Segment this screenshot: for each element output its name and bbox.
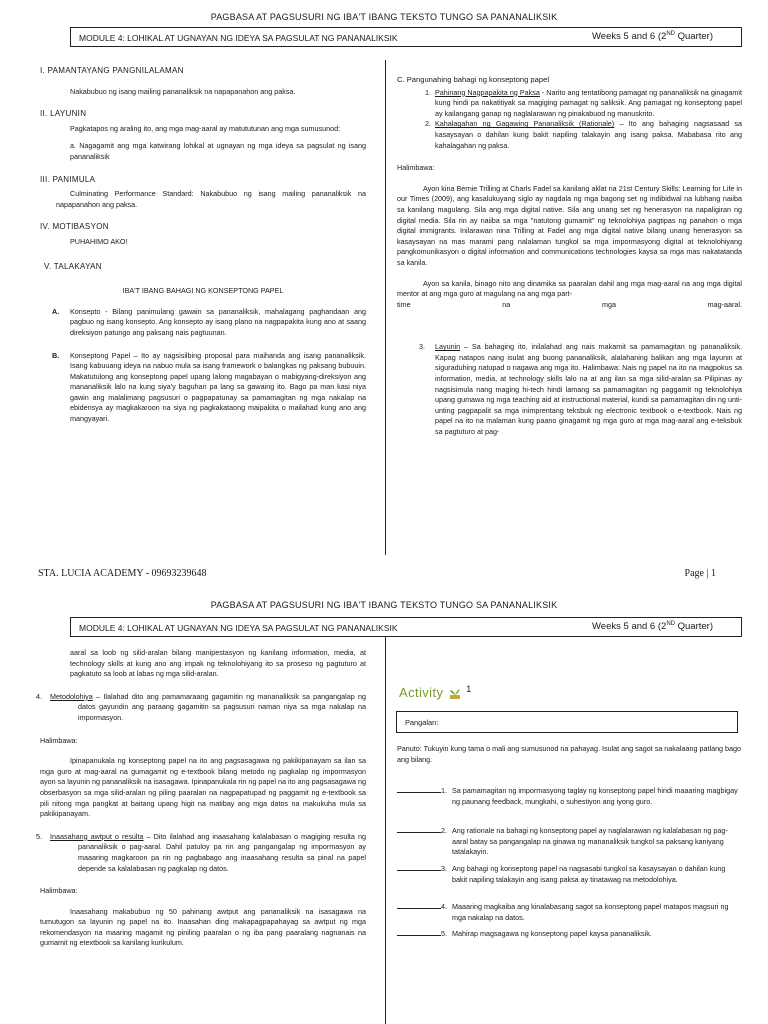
footer-school: STA. LUCIA ACADEMY - 09693239648 (38, 568, 207, 579)
question-2: 2. Ang rationale na bahagi ng konseptong papel ay naglalarawan ng kalalabasan ng pag-aaral batay sa pangangalap na ginawa ng mananaliksik tungkol sa paksang kaniyang tatalakayin. (397, 826, 742, 860)
answer-blank[interactable] (397, 864, 441, 871)
subheading: IBA'T IBANG BAHAGI NG KONSEPTONG PAPEL (122, 286, 284, 296)
label: Halimbawa: (40, 886, 78, 896)
module-header-box (70, 617, 742, 637)
list-item: A. Konsepto - Bilang panimulang gawain sa pananaliksik, mahalagang paghandaan ang pagbuo ng isang konsepto. Ang konsepto ay isang plano na nagpapakita kung ano at saang direksiyon patungo ang paksang nais pagtuunan. (52, 306, 366, 337)
module-title: MODULE 4: LOHIKAL AT UGNAYAN NG IDEYA SA PAGSULAT NG PANANALIKSIK (79, 33, 398, 43)
example-paragraph: Inaasahang makabubuo ng 50 pahinang awtput ang pananaliksik na isasagawa na tumutugon sa layunin ng papel na ito. Inaasahan ding makapagpapahayag sa awtput ng mga rekomendasyon na maaring magamit ng piniling paaralan o ng iba pang paaralang nagnanais na gumamit ng etextbook sa kanilang kurikulum. (40, 906, 366, 948)
column-divider (385, 60, 386, 555)
paragraph: Nakabubuo ng isang mailing pananaliksik na napapanahon ang paksa. (70, 86, 296, 96)
plant-icon (448, 687, 462, 699)
paragraph: PUHAHIMO AKO! (70, 236, 128, 246)
name-field[interactable] (396, 711, 738, 733)
section-heading: I. PAMANTAYANG PANGNILALAMAN (40, 66, 184, 75)
name-label: Pangalan: (405, 718, 439, 727)
answer-blank[interactable] (397, 786, 441, 793)
answer-blank[interactable] (397, 929, 441, 936)
document-title: PAGBASA AT PAGSUSURI NG IBA'T IBANG TEKSTO TUNGO SA PANANALIKSIK (210, 12, 558, 22)
question-4: 4. Maaaring magkaiba ang kinalabasang sagot sa konseptong papel matapos magsuri ng mga nakalap na datos. (397, 902, 742, 926)
activity-heading (399, 684, 471, 702)
paragraph: Pagkatapos ng araling ito, ang mga mag-aaral ay matututunan ang mga sumusunod: (70, 123, 341, 133)
section-heading: V. TALAKAYAN (44, 261, 102, 271)
activity-number: 1 (466, 684, 472, 694)
section-heading: II. LAYUNIN (40, 109, 87, 119)
question-5: 5. Mahirap magsagawa ng konseptong papel kaysa pananaliksik. (397, 929, 742, 943)
list-item: 5. Inaasahang awtput o resulta – Dito ilalahad ang inaasahang kalalabasan o magiging resulta ng pananaliksik o pag-aaral. Dahil patuloy pa rin ang pangangalap ng impormasyon ay maaaring magkaroon pa rin ng pagbabago ang inaasahang resulta sa pinal na papel depende sa kalalabasan ng pagkalap ng datos. (36, 831, 366, 873)
answer-blank[interactable] (397, 902, 441, 909)
section-heading: IV. MOTIBASYON (40, 222, 109, 232)
module-title: MODULE 4: LOHIKAL AT UGNAYAN NG IDEYA SA PAGSULAT NG PANANALIKSIK (79, 623, 398, 633)
weeks-label: Weeks 5 and 6 (2ND Quarter) (592, 31, 713, 43)
left-column (40, 66, 366, 425)
list-item: 2. Kahalagahan ng Gagawing Pananaliksik (Rationale) – Ito ang bahaging nagsasaad sa kasaysayan o dahilan kung bakit napiling talakayin ang isang paksa. Mababasa rito ang kahalagahan ng paksa. (425, 119, 742, 150)
document-title: PAGBASA AT PAGSUSURI NG IBA'T IBANG TEKSTO TUNGO SA PANANALIKSIK (210, 600, 558, 610)
module-header-box (70, 27, 742, 47)
footer-page-number: Page | 1 (684, 568, 716, 579)
left-column (36, 648, 366, 949)
answer-blank[interactable] (397, 826, 441, 833)
question-3: 3. Ang bahagi ng konseptong papel na nagsasabi tungkol sa kasaysayan o dahilan kung bakit napiling talakayin ang isang paksa ay tinatawag na metodolohiya. (397, 864, 742, 898)
list-item: 4. Metodolohiya – Ilalahad dito ang pamamaraang gagamitin ng mananaliksik sa pangangalap ng datos gayundin ang paraang gagamitin sa pagsusuri naman niya sa mga nakalap na impormasyon. (36, 691, 366, 722)
activity-label: Activity (399, 685, 444, 700)
list-item: a. Nagagamit ang mga katwirang lohikal at ugnayan ng mga ideya sa pagsulat ng isang pananaliksik (70, 141, 366, 161)
section-heading: III. PANIMULA (40, 174, 96, 184)
example-paragraph: Ayon kina Bernie Trilling at Charls Fadel sa kanilang aklat na 21st Century Skills: Learning for Life in our Times (2009), ang kasalukuyang siglo ay nagdala ng mga bagong set ng indibidwal na lubhang naiiba sa kanilang magulang. Sila ang mga digital native. Sila ang unang set ng henerasyon na napaligiran ng digital media. Sila rin ay naiiba sa mga "natutong gumamit" ng teknolohiya pagtipas ng panahon o mga digital immigrants. Inilarawan nina Trilling at Fadel ang mga digital native bilang unang henerasyon sa kasaysayan na mas marami pang nalalaman tungkol sa mga impormasyong digital at teknolohiyang pangkomunikasyon o digital information and communications technologies kaysa sa mga mas nakatatanda sa kanila. (397, 183, 742, 267)
page-2 (0, 588, 768, 1024)
question-1: 1. Sa pamamagitan ng impormasyong taglay ng konseptong papel hindi maaaring magbigay ng paunang feedback, mungkahi, o suhestiyon ang iyong guro. (397, 786, 742, 820)
list-item: 1. Pahinang Nagpapakita ng Paksa - Narito ang tentatibong pamagat ng pananaliksik na ginagamit kung hindi pa nakatitiyak sa magiging pamagat ng saliksik. Ang pamagat ng konseptong papel ay kailangang ganap ng naglalarawan ng pinakabuod ng manuskrito. (425, 87, 742, 118)
list-item: 3. Layunin – Sa bahaging ito, inilalahad ang nais makamit sa pamamagitan ng pananaliksik. Kapag natapos nang isulat ang buong pananaliksik, alalahaning balikan ang mga layunin at siguraduhing natupad o nagawa ang mga ito. Halimbawa: Nais ng papel na ito na magpokus sa information, media, at technology skills lalo na at ang ilan sa mga silid-aralan sa Pilipinas ay nagsisimula nang maging hi-tech hindi lamang sa pamamagitan ng paggamit ng teknolohiya upang gumawa ng mga teaching aid at instructional material, kundi sa pamamagitan din ng unti-unting pagpapalit sa mga inimprentang teksbuk ng electronic textbook o e-textbook. Nais ng papel na ito na malaman kung paano ginagamit ng mga guro at mga mag-aaral ang e-teksbuk sa pagtuturo at pag- (419, 342, 742, 437)
paragraph: aaral sa loob ng silid-aralan bilang manipestasyon ng kanilang information, media, at technology skills at kung ano ang impak ng teknolohiyang ito sa proseso ng pagtuturo at pagkatuto sa loob at labas ng mga silid-aralan. (70, 648, 366, 679)
right-column (397, 75, 742, 438)
instructions: Panuto: Tukuyin kung tama o mali ang sumusunod na pahayag. Isulat ang sagot sa nakalaang patlang bago ang bilang. (397, 744, 742, 764)
column-divider (385, 637, 386, 1024)
example-paragraph: Ayon sa kanila, binago nito ang dinamika sa paaralan dahil ang mga mag-aaral na ang mga digital mentor at ang mga guro at magulang na ang mga part- (397, 278, 742, 299)
justified-line: time na mga mag-aaral. (397, 299, 742, 309)
label: Halimbawa: (397, 163, 435, 173)
weeks-label: Weeks 5 and 6 (2ND Quarter) (592, 621, 713, 633)
section-heading: C. Pangunahing bahagi ng konseptong papel (397, 75, 550, 84)
label: Halimbawa: (40, 735, 78, 745)
paragraph: Culminating Performance Standard: Nakabubuo ng isang mailing pananaliksik na napapanahon ang paksa. (56, 189, 366, 209)
list-item: B. Konseptong Papel – Ito ay nagsisilbing proposal para maihanda ang isang pananaliksik. Isang kabuuang ideya na nabuo mula sa isang framework o balangkas ng paksang bubuuin. Makatutulong ang konseptong papel upang lalong magabayan o mabigyang-direksiyon ang mananaliksik lalo na kung siya'y baguhan pa lang sa gawaing ito. Bago pa man kasi niya gawin ang malalimang pagsusuri o pagpapatunay sa pamamagitan ng mga nakalap na ebidensya ay magkakaroon na siya ng pagkakataong maipakita o mailahad kung ano ang mangyayari. (52, 350, 366, 424)
example-paragraph: Ipinapanukala ng konseptong papel na ito ang pagsasagawa ng pakikipanayam sa ilan sa mga guro at mag-aaral na gumagamit ng e-textbook bilang metodo ng pagkalap ng impormasyon ayon sa layunin ng pananaliksik na isasagawa. Ipinapanukala rin ng papel na ito ang pagsasagawa ng obserbasyon sa mga silid-aralan ng piling paaralan na nagpapatupad ng paggamit ng e-textbook sa pili nitong mga pangkat at baitang upang higit na matibay ang mga datos na makukuha mula sa pakikipanayam. (40, 756, 366, 819)
